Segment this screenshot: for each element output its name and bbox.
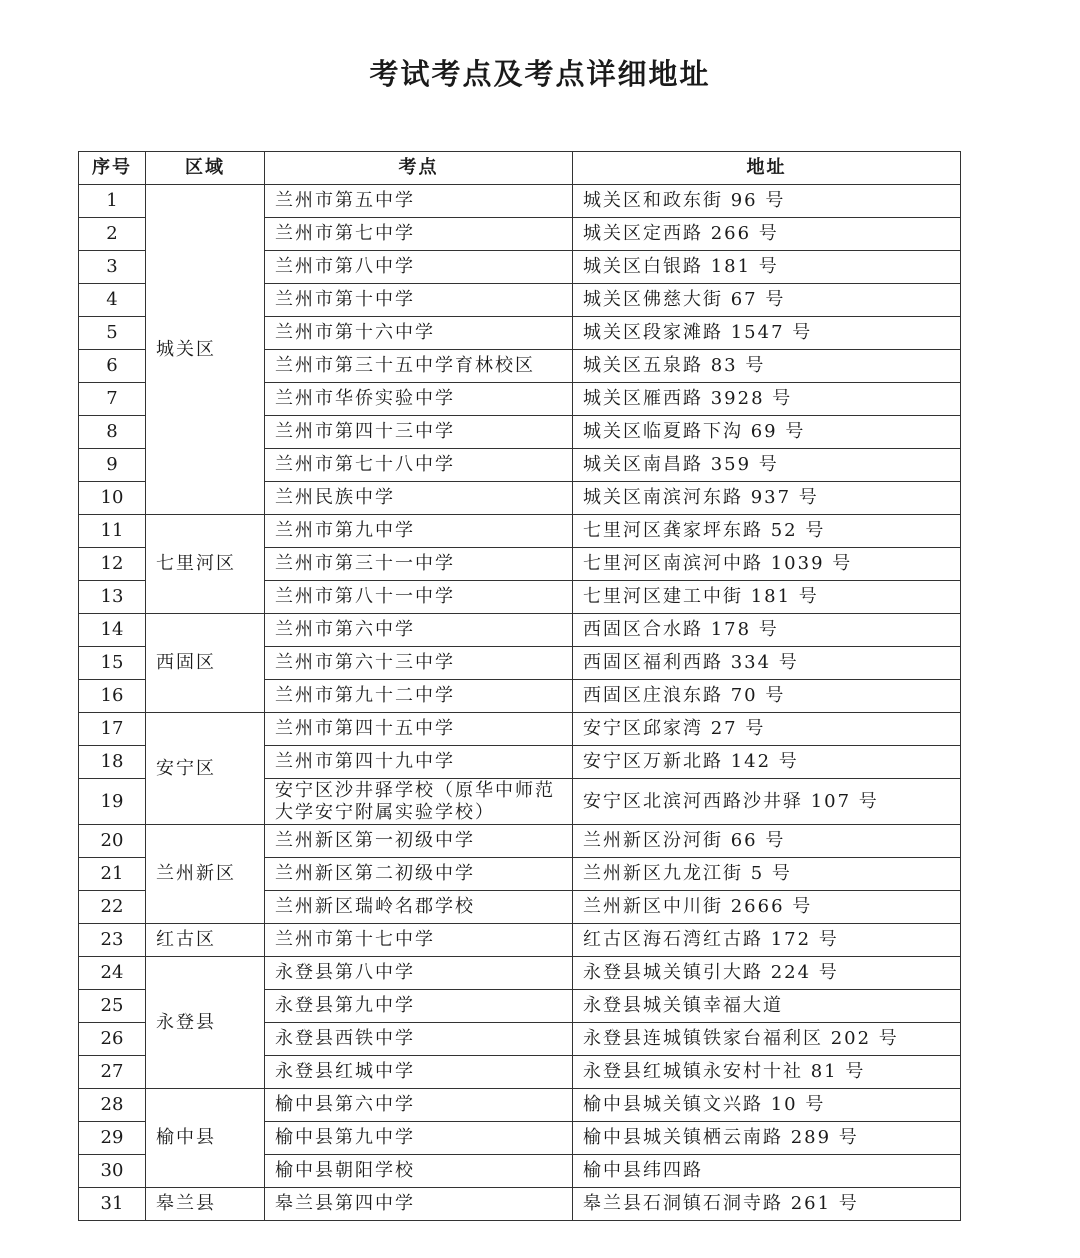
- exam-site-cell: 兰州市第三十一中学: [265, 548, 573, 581]
- row-number: 12: [79, 548, 146, 581]
- exam-site-cell: 榆中县朝阳学校: [265, 1155, 573, 1188]
- address-cell: 城关区和政东街 96 号: [573, 185, 961, 218]
- address-cell: 城关区佛慈大街 67 号: [573, 284, 961, 317]
- row-number: 2: [79, 218, 146, 251]
- row-number: 8: [79, 416, 146, 449]
- row-number: 6: [79, 350, 146, 383]
- table-row: [79, 825, 961, 858]
- table-row: [79, 614, 961, 647]
- address-cell: 兰州新区九龙江街 5 号: [573, 858, 961, 891]
- address-cell: 七里河区龚家坪东路 52 号: [573, 515, 961, 548]
- table-row: [79, 957, 961, 990]
- exam-site-cell: 兰州市第七十八中学: [265, 449, 573, 482]
- exam-site-cell: 兰州市第六十三中学: [265, 647, 573, 680]
- row-number: 3: [79, 251, 146, 284]
- exam-site-cell: 永登县第九中学: [265, 990, 573, 1023]
- row-number: 18: [79, 746, 146, 779]
- row-number: 16: [79, 680, 146, 713]
- address-cell: 城关区临夏路下沟 69 号: [573, 416, 961, 449]
- exam-site-cell: 兰州市第六中学: [265, 614, 573, 647]
- exam-site-cell: 兰州新区第二初级中学: [265, 858, 573, 891]
- table-row: [79, 1089, 961, 1122]
- exam-site-cell: 兰州市第十七中学: [265, 924, 573, 957]
- address-cell: 榆中县纬四路: [573, 1155, 961, 1188]
- row-number: 20: [79, 825, 146, 858]
- address-cell: 永登县城关镇引大路 224 号: [573, 957, 961, 990]
- exam-site-cell: 榆中县第六中学: [265, 1089, 573, 1122]
- exam-site-cell: 兰州市第九十二中学: [265, 680, 573, 713]
- document-title: 考试考点及考点详细地址: [369, 57, 711, 91]
- exam-site-cell: 兰州市第九中学: [265, 515, 573, 548]
- address-cell: 皋兰县石洞镇石洞寺路 261 号: [573, 1188, 961, 1221]
- address-cell: 城关区定西路 266 号: [573, 218, 961, 251]
- region-cell: 兰州新区: [146, 825, 265, 924]
- header-region: 区域: [146, 152, 265, 185]
- exam-site-cell: 兰州市第五中学: [265, 185, 573, 218]
- row-number: 7: [79, 383, 146, 416]
- address-cell: 七里河区建工中街 181 号: [573, 581, 961, 614]
- address-cell: 永登县城关镇幸福大道: [573, 990, 961, 1023]
- row-number: 17: [79, 713, 146, 746]
- table-body: [79, 185, 961, 1221]
- header-number: 序号: [79, 152, 146, 185]
- row-number: 29: [79, 1122, 146, 1155]
- row-number: 13: [79, 581, 146, 614]
- address-cell: 榆中县城关镇栖云南路 289 号: [573, 1122, 961, 1155]
- exam-site-cell: 永登县红城中学: [265, 1056, 573, 1089]
- table-row: [79, 713, 961, 746]
- region-cell: 永登县: [146, 957, 265, 1089]
- exam-site-cell: 兰州市第四十五中学: [265, 713, 573, 746]
- table-row: [79, 1188, 961, 1221]
- exam-site-cell: 兰州市华侨实验中学: [265, 383, 573, 416]
- exam-site-cell: 兰州市第三十五中学育林校区: [265, 350, 573, 383]
- row-number: 21: [79, 858, 146, 891]
- region-cell: 红古区: [146, 924, 265, 957]
- exam-site-cell: 安宁区沙井驿学校（原华中师范大学安宁附属实验学校）: [265, 779, 573, 825]
- row-number: 25: [79, 990, 146, 1023]
- row-number: 15: [79, 647, 146, 680]
- exam-site-cell: 兰州市第八中学: [265, 251, 573, 284]
- exam-site-cell: 榆中县第九中学: [265, 1122, 573, 1155]
- region-cell: 安宁区: [146, 713, 265, 825]
- region-cell: 榆中县: [146, 1089, 265, 1188]
- address-cell: 榆中县城关镇文兴路 10 号: [573, 1089, 961, 1122]
- address-cell: 兰州新区汾河街 66 号: [573, 825, 961, 858]
- address-cell: 安宁区万新北路 142 号: [573, 746, 961, 779]
- exam-site-cell: 兰州市第十六中学: [265, 317, 573, 350]
- region-cell: 皋兰县: [146, 1188, 265, 1221]
- address-cell: 城关区南昌路 359 号: [573, 449, 961, 482]
- table-row: [79, 185, 961, 218]
- exam-site-cell: 兰州新区瑞岭名郡学校: [265, 891, 573, 924]
- exam-site-cell: 兰州市第七中学: [265, 218, 573, 251]
- exam-site-cell: 兰州市第八十一中学: [265, 581, 573, 614]
- row-number: 19: [79, 779, 146, 825]
- exam-site-cell: 兰州市第四十九中学: [265, 746, 573, 779]
- address-cell: 兰州新区中川街 2666 号: [573, 891, 961, 924]
- exam-site-cell: 兰州民族中学: [265, 482, 573, 515]
- row-number: 14: [79, 614, 146, 647]
- row-number: 11: [79, 515, 146, 548]
- address-cell: 西固区福利西路 334 号: [573, 647, 961, 680]
- address-cell: 安宁区邱家湾 27 号: [573, 713, 961, 746]
- address-cell: 城关区五泉路 83 号: [573, 350, 961, 383]
- exam-site-cell: 永登县西铁中学: [265, 1023, 573, 1056]
- row-number: 31: [79, 1188, 146, 1221]
- row-number: 4: [79, 284, 146, 317]
- table-header-row: [79, 152, 961, 185]
- row-number: 26: [79, 1023, 146, 1056]
- address-cell: 西固区合水路 178 号: [573, 614, 961, 647]
- header-site: 考点: [265, 152, 573, 185]
- row-number: 27: [79, 1056, 146, 1089]
- address-cell: 红古区海石湾红古路 172 号: [573, 924, 961, 957]
- address-cell: 城关区南滨河东路 937 号: [573, 482, 961, 515]
- exam-sites-table: [78, 151, 961, 1221]
- row-number: 22: [79, 891, 146, 924]
- row-number: 9: [79, 449, 146, 482]
- row-number: 30: [79, 1155, 146, 1188]
- row-number: 5: [79, 317, 146, 350]
- address-cell: 安宁区北滨河西路沙井驿 107 号: [573, 779, 961, 825]
- row-number: 24: [79, 957, 146, 990]
- exam-site-cell: 皋兰县第四中学: [265, 1188, 573, 1221]
- exam-site-cell: 兰州市第四十三中学: [265, 416, 573, 449]
- address-cell: 七里河区南滨河中路 1039 号: [573, 548, 961, 581]
- address-cell: 西固区庄浪东路 70 号: [573, 680, 961, 713]
- row-number: 10: [79, 482, 146, 515]
- row-number: 1: [79, 185, 146, 218]
- row-number: 28: [79, 1089, 146, 1122]
- region-cell: 七里河区: [146, 515, 265, 614]
- row-number: 23: [79, 924, 146, 957]
- table-row: [79, 924, 961, 957]
- address-cell: 城关区段家滩路 1547 号: [573, 317, 961, 350]
- address-cell: 永登县连城镇铁家台福利区 202 号: [573, 1023, 961, 1056]
- header-address: 地址: [573, 152, 961, 185]
- region-cell: 西固区: [146, 614, 265, 713]
- exam-site-cell: 兰州市第十中学: [265, 284, 573, 317]
- region-cell: 城关区: [146, 185, 265, 515]
- address-cell: 永登县红城镇永安村十社 81 号: [573, 1056, 961, 1089]
- address-cell: 城关区白银路 181 号: [573, 251, 961, 284]
- address-cell: 城关区雁西路 3928 号: [573, 383, 961, 416]
- exam-site-cell: 兰州新区第一初级中学: [265, 825, 573, 858]
- exam-site-cell: 永登县第八中学: [265, 957, 573, 990]
- table-row: [79, 515, 961, 548]
